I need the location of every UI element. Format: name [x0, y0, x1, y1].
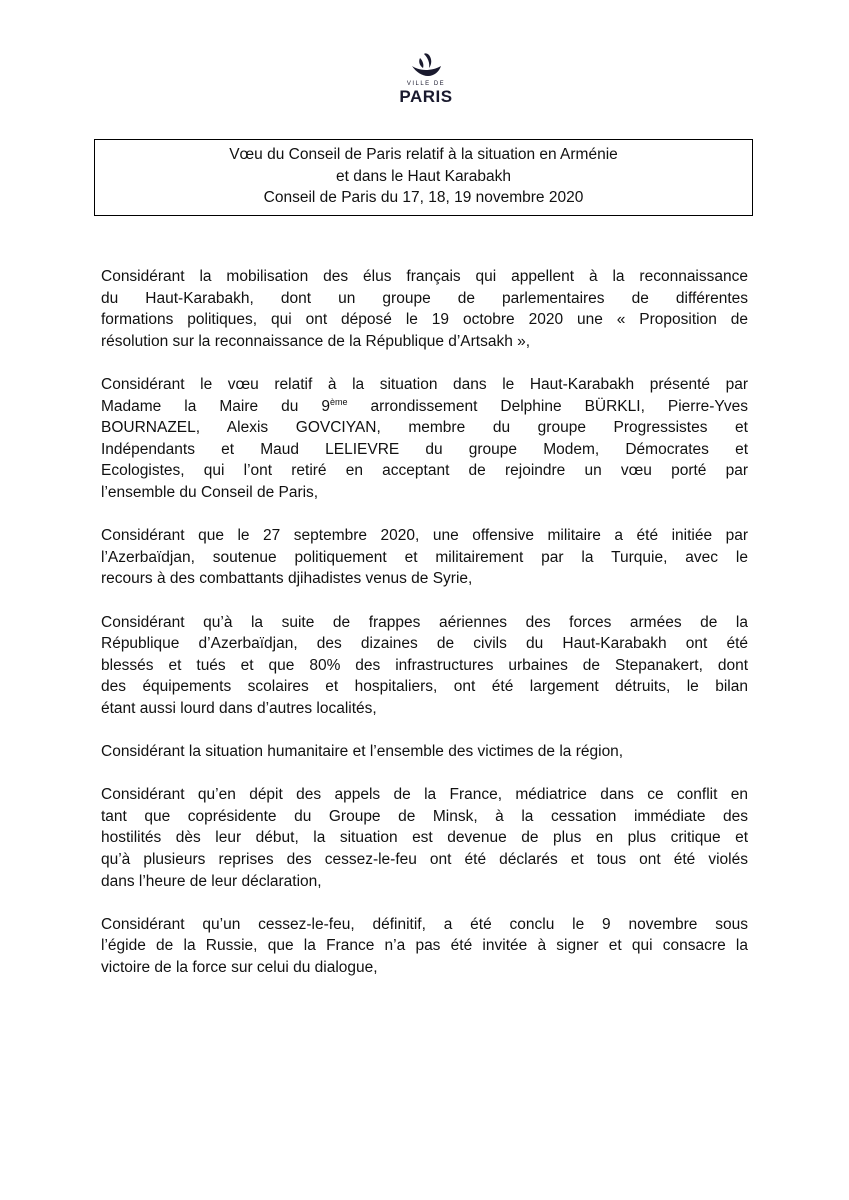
- text-line: qu’à plusieurs reprises des cessez-le-feu ont été déclarés et tous ont été violés: [101, 851, 748, 869]
- text-line: blessés et tués et que 80% des infrastructures urbaines de Stepanakert, dont: [101, 656, 748, 674]
- title-line-1: Vœu du Conseil de Paris relatif à la situation en Arménie: [229, 146, 618, 163]
- text-line: BOURNAZEL, Alexis GOVCIYAN, membre du groupe Progressistes et: [101, 419, 748, 437]
- text-line: étant aussi lourd dans d’autres localités,: [101, 699, 377, 717]
- text-line: Indépendants et Maud LELIEVRE du groupe Modem, Démocrates et: [101, 440, 748, 458]
- paragraph-7: [101, 914, 748, 979]
- text-line: Considérant le vœu relatif à la situation dans le Haut-Karabakh présenté par: [101, 375, 748, 393]
- ville-de-paris-logo: [381, 50, 471, 110]
- text-line: tant que coprésidente du Groupe de Minsk, à la cessation immédiate des: [101, 807, 748, 825]
- text-line: République d’Azerbaïdjan, des dizaines de civils du Haut-Karabakh ont été: [101, 635, 748, 653]
- logo-ville-text: VILLE DE: [406, 81, 446, 87]
- text-line: victoire de la force sur celui du dialogue,: [101, 959, 378, 976]
- text-line: du Haut-Karabakh, dont un groupe de parlementaires de différentes: [101, 289, 748, 307]
- text-line: résolution sur la reconnaissance de la République d’Artsakh »,: [101, 332, 531, 350]
- text-line: Ecologistes, qui l’ont retiré en acceptant de rejoindre un vœu porté par: [101, 462, 748, 480]
- text-line: Considérant la mobilisation des élus français qui appellent à la reconnaissance: [101, 268, 748, 285]
- document-title-box: [94, 139, 753, 216]
- superscript: ème: [330, 396, 348, 407]
- text-line: Considérant que le 27 septembre 2020, une offensive militaire a été initiée par: [101, 527, 748, 545]
- text-line: Considérant la situation humanitaire et l’ensemble des victimes de la région,: [101, 743, 624, 761]
- paragraph-6: [101, 784, 748, 892]
- text-line: recours à des combattants djihadistes venus de Syrie,: [101, 570, 473, 588]
- paragraph-5: [101, 741, 748, 763]
- document-body: [101, 266, 748, 1000]
- text-segment: arrondissement Delphine BÜRKLI, Pierre-Yves: [347, 397, 748, 415]
- text-line: des équipements scolaires et hospitaliers, ont été largement détruits, le bilan: [101, 678, 748, 696]
- title-line-3: Conseil de Paris du 17, 18, 19 novembre 2020: [263, 189, 584, 206]
- text-line: l’Azerbaïdjan, soutenue politiquement et militairement par la Turquie, avec le: [101, 548, 748, 566]
- paragraph-1: [101, 266, 748, 352]
- paragraph-3: [101, 525, 748, 590]
- paris-ship-icon: [408, 50, 444, 80]
- paragraph-2: [101, 374, 748, 504]
- logo-paris-text: PARIS: [399, 87, 453, 106]
- text-line: l’ensemble du Conseil de Paris,: [101, 483, 319, 501]
- text-line: formations politiques, qui ont déposé le 19 octobre 2020 une « Proposition de: [101, 311, 748, 329]
- text-line: dans l’heure de leur déclaration,: [101, 872, 322, 890]
- text-line: Considérant qu’en dépit des appels de la France, médiatrice dans ce conflit en: [101, 786, 748, 804]
- text-segment: Madame la Maire du 9: [101, 397, 331, 415]
- text-line: Considérant qu’à la suite de frappes aériennes des forces armées de la: [101, 613, 748, 631]
- text-line: [101, 396, 748, 418]
- title-line-2: et dans le Haut Karabakh: [336, 167, 511, 185]
- text-line: l’égide de la Russie, que la France n’a pas été invitée à signer et qui consacre la: [101, 937, 748, 955]
- text-line: Considérant qu’un cessez-le-feu, définitif, a été conclu le 9 novembre sous: [101, 915, 748, 933]
- paragraph-4: [101, 612, 748, 720]
- text-line: hostilités dès leur début, la situation est devenue de plus en plus critique et: [101, 829, 748, 847]
